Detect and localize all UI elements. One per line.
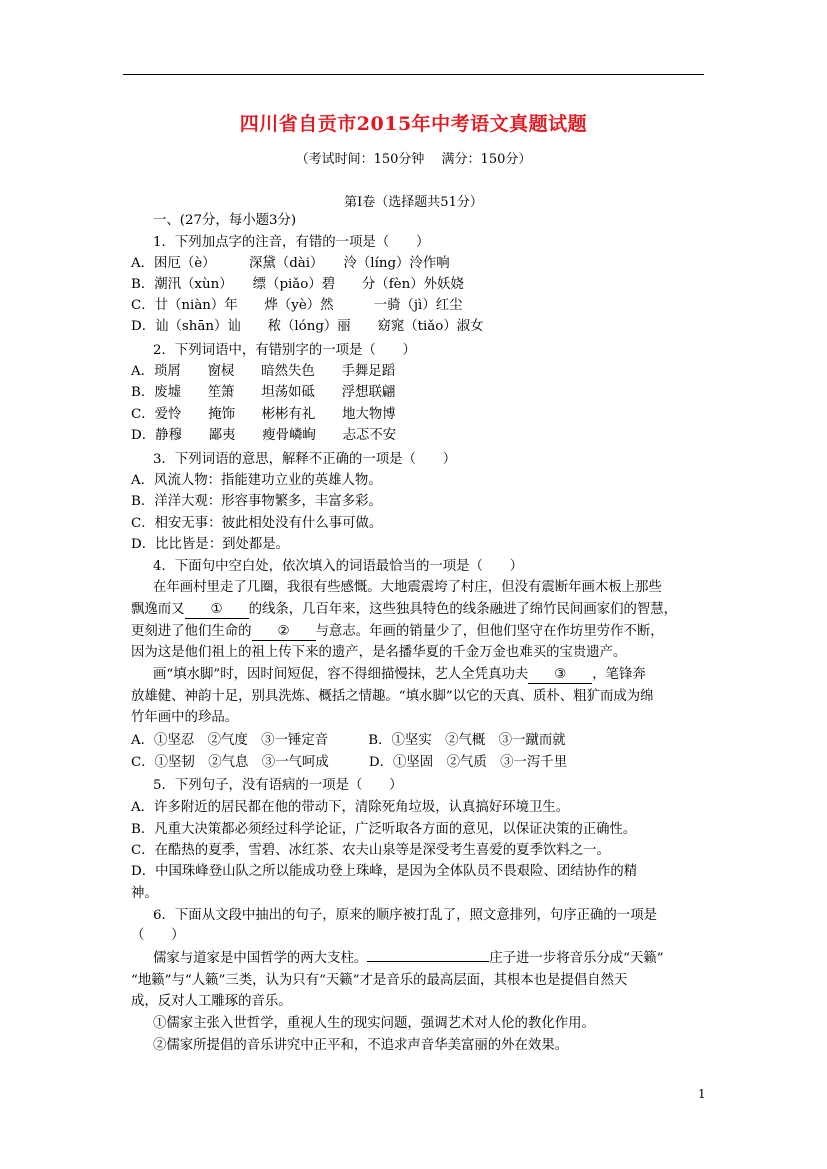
q5-option-d-cont: 神。 [131,886,158,901]
q2-option-c: C．爱怜 掩饰 彬彬有礼 地大物博 [131,407,396,422]
q6-stem-cont: （ ） [131,928,185,943]
q3-option-a: A．风流人物：指能建功立业的英雄人物。 [131,473,382,488]
q5-option-d: D．中国珠峰登山队之所以能成功登上珠峰，是因为全体队员不畏艰险、团结协作的精 [131,864,638,879]
q5-option-b: B．凡重大决策都必须经过科学论证，广泛听取各方面的意见，以保证决策的正确性。 [131,822,637,837]
q4-text: 更刻进了他们生命的 [131,624,252,639]
q6-text: 庄子进一步将音乐分成“天籁” [489,951,664,966]
q1-option-b: B．潮汛（xùn） 缥（piǎo）碧 分（fèn）外妖娆 [131,277,464,292]
q4-passage-line: 放雄健、神韵十足，别具洗炼、概括之情趣。“填水脚”以它的天真、质朴、粗犷而成为绵 [131,689,654,704]
q4-text: ，笔锋奔 [592,667,646,682]
q4-text: 画“填水脚”时，因时间短促，容不得细描慢抹，艺人全凭真功夫 [153,667,529,682]
q2-option-d: D．静穆 鄙夷 瘦骨嶙峋 忐忑不安 [131,428,397,443]
blank-1: ① [185,601,249,619]
header-rule [123,74,704,75]
q6-sentence-1: ①儒家主张入世哲学，重视人生的现实问题，强调艺术对人伦的教化作用。 [153,1016,595,1031]
q4-option-ab: A．①坚忍 ②气度 ③一锤定音 B．①坚实 ②气概 ③一蹴而就 [131,733,566,748]
q6-blank [367,961,489,962]
part1-heading: 一、(27分，每小题3分) [153,213,297,228]
q4-passage-line [131,599,677,620]
q4-passage-line: 竹年画中的珍品。 [131,710,239,725]
q1-stem: 1．下列加点字的注音，有错的一项是（ ） [153,235,430,250]
blank-3: ③ [528,666,592,684]
q6-stem: 6．下面从文段中抽出的句子，原来的顺序被打乱了，照文意排列，句序正确的一项是 [153,908,657,923]
q1-option-a: A．困厄（è） 深黛（dài） 泠（líng）泠作响 [131,256,450,271]
q6-text: 儒家与道家是中国哲学的两大支柱。 [153,951,368,966]
q3-option-d: D．比比皆是：到处都是。 [131,537,290,552]
q6-sentence-2: ②儒家所提倡的音乐讲究中正平和，不追求声音华美富丽的外在效果。 [153,1038,569,1053]
q4-passage-line [153,664,646,685]
q4-text: 飘逸而又 [131,602,185,617]
q2-option-a: A．琐屑 窗棂 暗然失色 手舞足蹈 [131,364,396,379]
q5-option-a: A．许多附近的居民都在他的带动下，清除死角垃圾，认真搞好环境卫生。 [131,800,570,815]
q4-stem: 4．下面句中空白处，依次填入的词语最恰当的一项是（ ） [153,559,524,574]
section-heading: 第Ⅰ卷（选择题共51分） [344,195,483,210]
page-title: 四川省自贡市2015年中考语文真题试题 [239,113,588,135]
exam-info: （考试时间：150分钟 满分：150分） [295,152,532,167]
q2-stem: 2．下列词语中，有错别字的一项是（ ） [153,343,416,358]
q6-passage-line: 成，反对人工雕琢的音乐。 [131,994,292,1009]
q1-option-c: C．廿（niàn）年 烨（yè）然 一骑（jì）红尘 [131,298,463,313]
q6-passage-line: “地籁”与“人籁”三类，认为只有“天籁”才是音乐的最高层面，其根本也是提倡自然天 [131,973,628,988]
q4-passage-line: 因为这是他们祖上的祖上传下来的遗产，是名播华夏的千金万金也难买的宝贵遗产。 [131,645,627,660]
q3-option-c: C．相安无事：彼此相处没有什么事可做。 [131,516,383,531]
q4-option-cd: C．①坚韧 ②气息 ③一气呵成 D．①坚固 ②气质 ③一泻千里 [131,755,568,770]
q4-text: 与意志。年画的销量少了，但他们坚守在作坊里劳作不断， [315,624,664,639]
q4-passage-line: 在年画村里走了几圈，我很有些感慨。大地震震垮了村庄，但没有震断年画木板上那些 [153,580,662,595]
q5-stem: 5．下列句子，没有语病的一项是（ ） [153,778,403,793]
q3-stem: 3．下列词语的意思，解释不正确的一项是（ ） [153,452,457,467]
blank-2: ② [252,623,316,641]
q6-passage-line [153,948,664,969]
q4-text: 的线条，几百年来，这些独具特色的线条融进了绵竹民间画家们的智慧， [248,602,678,617]
q2-option-b: B．废墟 笙箫 坦荡如砥 浮想联翩 [131,385,396,400]
q1-option-d: D．讪（shān）讪 秾（lóng）丽 窈窕（tiǎo）淑女 [131,319,484,334]
q5-option-c: C．在酷热的夏季，雪碧、冰红茶、农夫山泉等是深受考生喜爱的夏季饮料之一。 [131,843,610,858]
page-number: 1 [698,1087,706,1101]
q3-option-b: B．洋洋大观：形容事物繁多，丰富多彩。 [131,494,382,509]
q4-passage-line [131,621,664,642]
